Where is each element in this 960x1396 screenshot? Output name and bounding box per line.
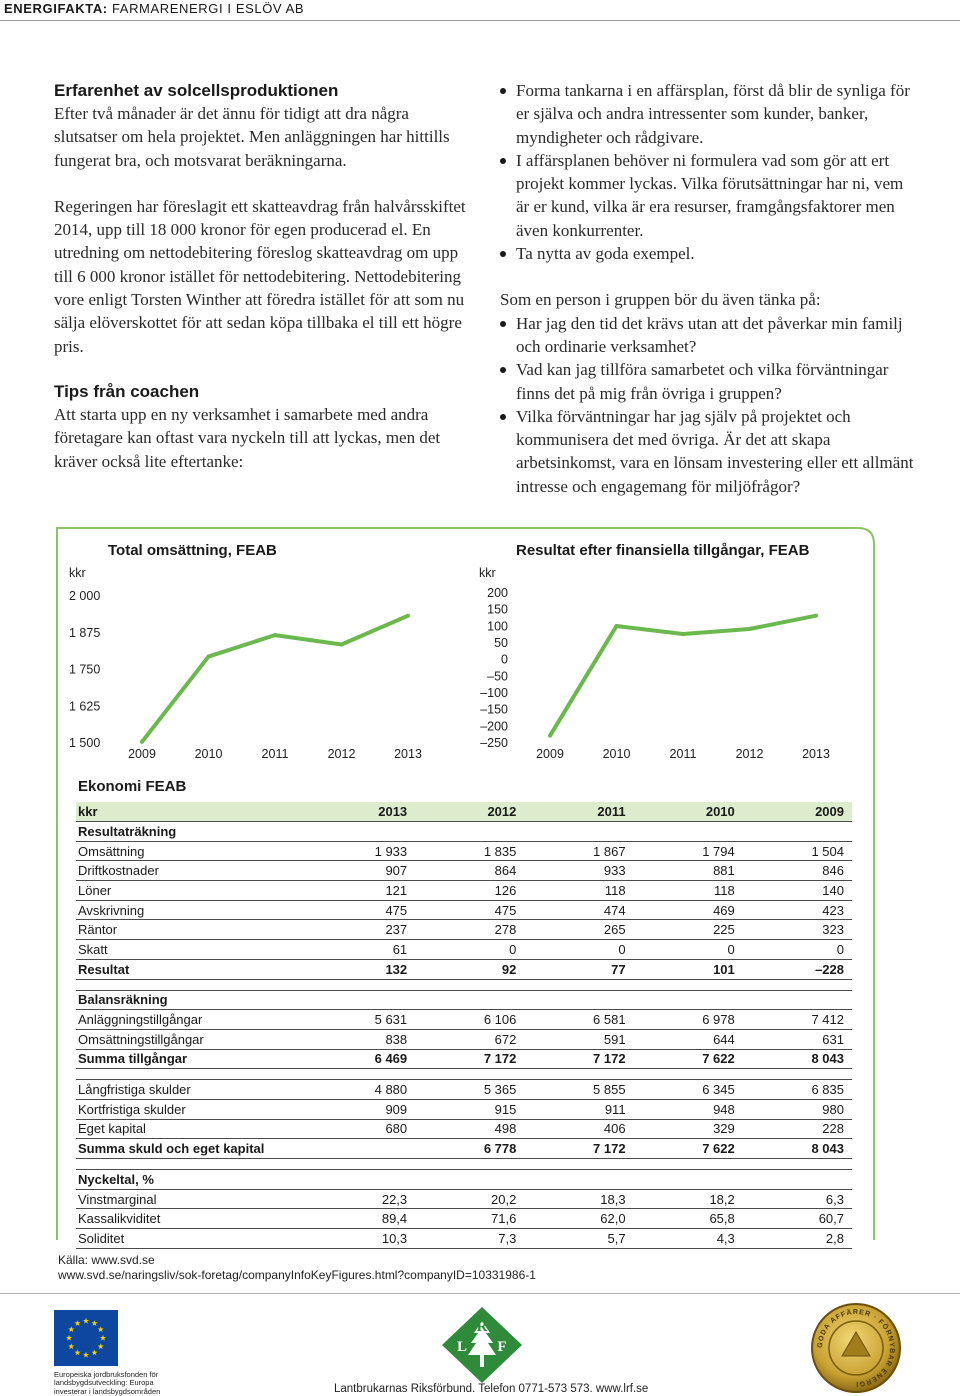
table-row-label: Summa skuld och eget kapital (76, 1139, 306, 1159)
data-point (748, 627, 752, 631)
table-header-cell: 2011 (524, 802, 633, 822)
data-point (814, 614, 818, 618)
paragraph-tips: Att starta upp en ny verksamhet i samarbete med andra företagare kan oftast vara nyckeln till att lyckas, men det kräver också lite eftertanke: (54, 404, 441, 471)
table-cell: 5 365 (415, 1080, 524, 1100)
table-row (76, 1029, 852, 1049)
data-point (681, 632, 685, 636)
data-point (548, 734, 552, 738)
table-row-label: Skatt (76, 940, 306, 960)
table-cell: 10,3 (306, 1229, 415, 1249)
table-cell: 933 (524, 861, 633, 881)
y-tick-label: 50 (494, 636, 508, 650)
table-cell: 18,2 (634, 1189, 743, 1209)
table-cell: 498 (415, 1119, 524, 1139)
lrf-logo (440, 1305, 524, 1385)
table-row-label: Omsättning (76, 841, 306, 861)
x-tick-label: 2011 (669, 747, 697, 761)
section-title-experience: Erfarenhet av solcellsproduktionen (54, 81, 339, 100)
table-cell: 18,3 (524, 1189, 633, 1209)
table-section-heading: Nyckeltal, % (76, 1170, 852, 1190)
table-cell: 60,7 (743, 1209, 852, 1229)
table-cell: 881 (634, 861, 743, 881)
table-row-label: Avskrivning (76, 900, 306, 920)
table-cell: 6 469 (306, 1049, 415, 1069)
footer-rule (0, 1293, 960, 1294)
goda-affarer-seal (808, 1302, 904, 1394)
y-tick-label: 1 625 (69, 699, 101, 714)
table-row-label: Löner (76, 881, 306, 901)
table-row (76, 900, 852, 920)
y-tick-label: 1 500 (69, 736, 101, 750)
table-cell: 265 (524, 920, 633, 940)
table-cell: 20,2 (415, 1189, 524, 1209)
table-row (76, 881, 852, 901)
table-cell: 5,7 (524, 1229, 633, 1249)
x-tick-label: 2011 (261, 747, 289, 761)
table-cell: 132 (306, 959, 415, 979)
table-cell: 4 880 (306, 1080, 415, 1100)
list-item: Vilka förväntningar har jag själv på projektet och kommunisera det med övriga. Är det att skapa arbetsinkomst, vara en lönsam investering eller ett allmänt intresse och engagemang för miljöfrågor? (500, 405, 920, 498)
table-section-row (76, 1170, 852, 1190)
table-cell: 0 (743, 940, 852, 960)
table-cell: 8 043 (743, 1049, 852, 1069)
table-cell: 121 (306, 881, 415, 901)
table-cell: 77 (524, 959, 633, 979)
table-header-cell: 2010 (634, 802, 743, 822)
table-cell: 6 835 (743, 1080, 852, 1100)
table-row (76, 1119, 852, 1139)
chart1-title: Total omsättning, FEAB (108, 542, 277, 559)
table-cell (306, 1139, 415, 1159)
y-tick-label: 100 (487, 619, 508, 634)
table-row (76, 920, 852, 940)
x-tick-label: 2009 (128, 747, 156, 761)
table-cell: 225 (634, 920, 743, 940)
finance-table (76, 802, 852, 1249)
table-cell: 6 778 (415, 1139, 524, 1159)
table-cell: 838 (306, 1029, 415, 1049)
table-section-heading: Balansräkning (76, 990, 852, 1010)
table-row-label: Resultat (76, 959, 306, 979)
table-row (76, 1209, 852, 1229)
chart2-plot (470, 580, 850, 770)
table-cell: 92 (415, 959, 524, 979)
table-spacer-row (76, 979, 852, 990)
x-tick-label: 2010 (194, 747, 223, 761)
table-header-cell: kkr (76, 802, 306, 822)
lrf-letter-f: F (497, 1339, 507, 1355)
table-cell: 7 412 (743, 1010, 852, 1030)
table-row-label: Driftkostnader (76, 861, 306, 881)
y-tick-label: 150 (487, 602, 508, 617)
table-cell: 5 631 (306, 1010, 415, 1030)
table-header-cell: 2012 (415, 802, 524, 822)
table-cell: 1 835 (415, 841, 524, 861)
table-title: Ekonomi FEAB (78, 778, 187, 795)
table-cell: 126 (415, 881, 524, 901)
list-item: Ta nytta av goda exempel. (500, 242, 920, 265)
table-header-cell: 2013 (306, 802, 415, 822)
lrf-letter-l: L (456, 1339, 468, 1355)
table-spacer-row (76, 1069, 852, 1080)
y-tick-label: 200 (487, 586, 508, 600)
table-row (76, 841, 852, 861)
table-cell: 948 (634, 1099, 743, 1119)
header-subtitle: FARMARENERGI I ESLÖV AB (111, 1, 305, 16)
table-row (76, 940, 852, 960)
list-item: Forma tankarna i en affärsplan, först då blir de synliga för er själva och andra intressenter som kunder, banker, myndigheter och rådgivare. (500, 79, 920, 149)
y-tick-label: 1 875 (69, 625, 101, 640)
table-cell: 644 (634, 1029, 743, 1049)
table-cell: 7,3 (415, 1229, 524, 1249)
table-cell: 237 (306, 920, 415, 940)
source-note (58, 1253, 536, 1283)
table-cell: –228 (743, 959, 852, 979)
section-title-tips: Tips från coachen (54, 381, 200, 401)
table-cell: 469 (634, 900, 743, 920)
y-tick-label: 0 (501, 652, 508, 667)
table-cell: 62,0 (524, 1209, 633, 1229)
y-tick-label: 1 750 (69, 662, 101, 677)
table-cell: 1 504 (743, 841, 852, 861)
table-row (76, 959, 852, 979)
y-tick-label: –50 (487, 669, 508, 684)
x-tick-label: 2009 (536, 747, 564, 761)
table-row-label: Kassalikviditet (76, 1209, 306, 1229)
y-tick-label: –150 (480, 702, 508, 717)
paragraph-experience-2: Regeringen har föreslagit ett skatteavdrag från halvårsskiftet 2014, upp till 18 000 kronor för egen producerad el. En utredning om nettodebitering föreslog skatteavdrag om upp till 6 000 kronor istället för nettodebitering. Nettodebitering vore enligt Torsten Winther att föredra istället för att som nu sälja elöverskottet för att sedan köpa tillbaka el till ett högre pris. (54, 196, 466, 356)
table-row (76, 1080, 852, 1100)
table-row-label: Räntor (76, 920, 306, 940)
eu-flag-logo (54, 1310, 118, 1368)
data-point (140, 740, 144, 744)
table-row-label: Långfristiga skulder (76, 1080, 306, 1100)
table-cell: 406 (524, 1119, 633, 1139)
table-section-row (76, 822, 852, 842)
table-cell: 7 172 (415, 1049, 524, 1069)
table-row (76, 861, 852, 881)
x-tick-label: 2010 (602, 747, 631, 761)
table-cell: 4,3 (634, 1229, 743, 1249)
source-line-1: Källa: www.svd.se (58, 1253, 155, 1267)
table-cell: 2,8 (743, 1229, 852, 1249)
x-tick-label: 2013 (394, 747, 422, 761)
y-tick-label: –100 (480, 686, 508, 700)
table-cell: 278 (415, 920, 524, 940)
table-cell: 909 (306, 1099, 415, 1119)
table-cell: 980 (743, 1099, 852, 1119)
table-row (76, 1049, 852, 1069)
header-label: ENERGIFAKTA: (4, 1, 108, 16)
x-tick-label: 2013 (802, 747, 830, 761)
table-cell: 1 867 (524, 841, 633, 861)
table-section-heading: Resultaträkning (76, 822, 852, 842)
list-item: Vad kan jag tillföra samarbetet och vilka förväntningar finns det på mig från övriga i gruppen? (500, 358, 920, 405)
table-cell: 118 (634, 881, 743, 901)
table-cell: 7 172 (524, 1049, 633, 1069)
table-cell: 0 (524, 940, 633, 960)
table-cell: 71,6 (415, 1209, 524, 1229)
table-cell: 864 (415, 861, 524, 881)
table-row (76, 1139, 852, 1159)
table-cell: 101 (634, 959, 743, 979)
table-spacer-row (76, 1159, 852, 1170)
table-cell: 65,8 (634, 1209, 743, 1229)
table-cell: 0 (634, 940, 743, 960)
table-cell: 474 (524, 900, 633, 920)
table-cell: 6 106 (415, 1010, 524, 1030)
table-section-row (76, 990, 852, 1010)
table-cell: 846 (743, 861, 852, 881)
list-item: I affärsplanen behöver ni formulera vad som gör att ert projekt kommer lyckas. Vilka förutsättningar har ni, vem är er kund, vilka är era resurser, framgångsfaktorer men även konkurrenter. (500, 149, 920, 242)
table-cell: 323 (743, 920, 852, 940)
table-cell: 591 (524, 1029, 633, 1049)
table-cell: 7 172 (524, 1139, 633, 1159)
table-cell: 0 (415, 940, 524, 960)
table-cell: 423 (743, 900, 852, 920)
table-cell: 329 (634, 1119, 743, 1139)
table-cell: 6,3 (743, 1189, 852, 1209)
data-point (340, 643, 344, 647)
table-cell: 680 (306, 1119, 415, 1139)
table-cell: 61 (306, 940, 415, 960)
table-row (76, 1099, 852, 1119)
data-point (406, 614, 410, 618)
table-row-label: Kortfristiga skulder (76, 1099, 306, 1119)
table-cell: 5 855 (524, 1080, 633, 1100)
chart2-ylabel: kkr (479, 566, 496, 580)
table-cell: 475 (415, 900, 524, 920)
data-point (273, 633, 277, 637)
eu-caption: Europeiska jordbruksfonden för landsbygdsutveckling: Europa investerar i landsbygdsområden (54, 1370, 161, 1396)
table-cell: 915 (415, 1099, 524, 1119)
table-cell: 7 622 (634, 1139, 743, 1159)
chart2-title: Resultat efter finansiella tillgångar, FEAB (516, 542, 810, 559)
table-cell: 140 (743, 881, 852, 901)
table-header-cell: 2009 (743, 802, 852, 822)
data-point (615, 624, 619, 628)
chart1-plot (60, 580, 440, 770)
y-tick-label: –200 (480, 719, 508, 734)
table-cell: 672 (415, 1029, 524, 1049)
table-row (76, 1229, 852, 1249)
table-cell: 6 978 (634, 1010, 743, 1030)
table-row-label: Omsättningstillgångar (76, 1029, 306, 1049)
table-cell: 6 581 (524, 1010, 633, 1030)
table-row (76, 1189, 852, 1209)
table-row-label: Anläggningstillgångar (76, 1010, 306, 1030)
table-cell: 8 043 (743, 1139, 852, 1159)
lrf-letter-r: R (476, 1319, 488, 1335)
person-intro: Som en person i gruppen bör du även tänka på: (500, 290, 821, 310)
table-cell: 22,3 (306, 1189, 415, 1209)
table-cell: 1 933 (306, 841, 415, 861)
table-header-row (76, 802, 852, 822)
table-cell: 228 (743, 1119, 852, 1139)
table-cell: 89,4 (306, 1209, 415, 1229)
table-cell: 7 622 (634, 1049, 743, 1069)
source-line-2: www.svd.se/naringsliv/sok-foretag/companyInfoKeyFigures.html?companyID=10331986-1 (58, 1268, 536, 1282)
table-row-label: Soliditet (76, 1229, 306, 1249)
list-item: Har jag den tid det krävs utan att det påverkar min familj och ordinarie verksamhet? (500, 312, 920, 359)
y-tick-label: 2 000 (69, 589, 101, 603)
seal-text: GODA AFFÄRER · FÖRNYBAR ENERGI (816, 1308, 896, 1388)
table-cell: 6 345 (634, 1080, 743, 1100)
table-cell: 631 (743, 1029, 852, 1049)
y-tick-label: –250 (480, 736, 508, 750)
table-row-label: Summa tillgångar (76, 1049, 306, 1069)
table-row-label: Eget kapital (76, 1119, 306, 1139)
table-cell: 475 (306, 900, 415, 920)
table-row (76, 1010, 852, 1030)
table-cell: 907 (306, 861, 415, 881)
table-cell: 911 (524, 1099, 633, 1119)
x-tick-label: 2012 (327, 747, 356, 761)
footer-contact: Lantbrukarnas Riksförbund. Telefon 0771-573 573. www.lrf.se (334, 1383, 649, 1395)
table-cell: 1 794 (634, 841, 743, 861)
x-tick-label: 2012 (735, 747, 764, 761)
table-row-label: Vinstmarginal (76, 1189, 306, 1209)
data-point (207, 655, 211, 659)
paragraph-experience-1: Efter två månader är det ännu för tidigt att dra några slutsatser om hela projektet. Men anläggningen har hittills fungerat bra, och motsvarat beräkningarna. (54, 104, 450, 170)
chart1-ylabel: kkr (69, 566, 86, 580)
table-cell: 118 (524, 881, 633, 901)
